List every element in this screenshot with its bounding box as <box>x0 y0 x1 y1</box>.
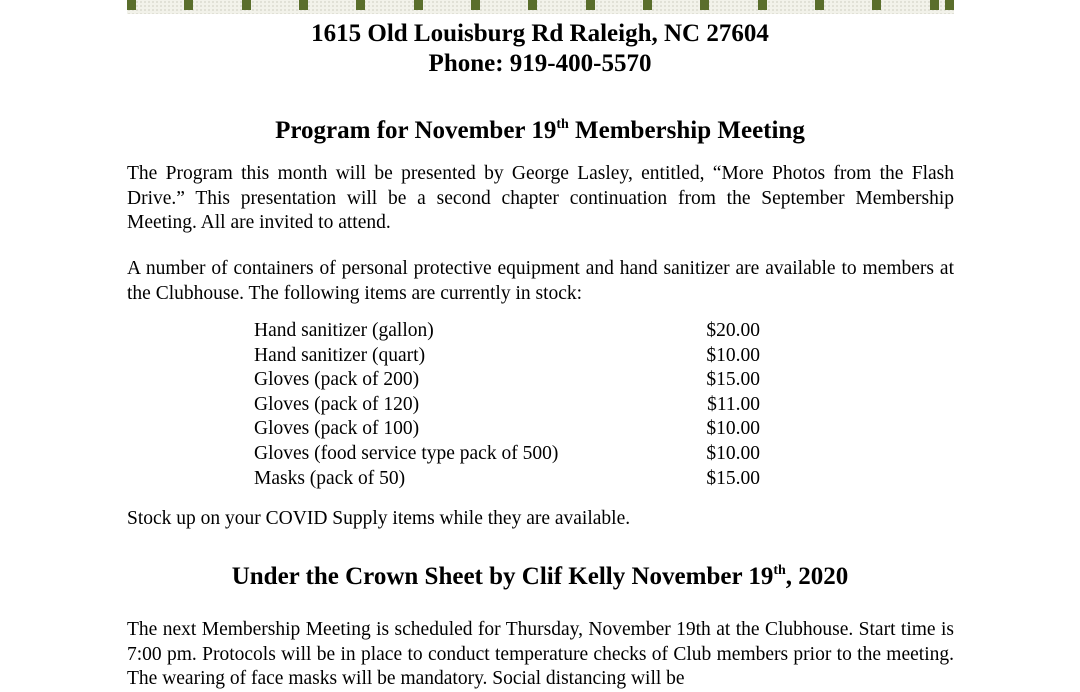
border-tick <box>127 0 136 10</box>
crown-sheet-paragraph: The next Membership Meeting is scheduled for Thursday, November 19th at the Clubhouse. Start time is 7:00 pm. Protocols will be in place to conduct temperature checks of Club members prior to the meeting. The wearing of face masks will be mandatory. Social distancing will be <box>127 619 954 689</box>
list-item <box>254 442 760 467</box>
item-name: Gloves (pack of 120) <box>254 393 420 415</box>
border-tick <box>700 0 709 10</box>
border-tick <box>872 0 881 10</box>
item-price: $11.00 <box>707 393 760 415</box>
item-name: Masks (pack of 50) <box>254 467 406 489</box>
item-name: Hand sanitizer (quart) <box>254 344 426 366</box>
list-item <box>254 417 760 442</box>
border-tick <box>242 0 251 10</box>
item-price: $10.00 <box>706 418 760 440</box>
item-price: $15.00 <box>706 369 760 391</box>
list-item <box>254 393 760 418</box>
program-heading: Program for November 19th Membership Meeting <box>275 117 805 144</box>
item-price: $10.00 <box>706 442 760 464</box>
decorative-border <box>127 0 954 14</box>
ppe-item-list <box>254 319 760 491</box>
border-tick <box>930 0 939 10</box>
crown-sheet-heading: Under the Crown Sheet by Clif Kelly November 19th, 2020 <box>231 563 849 590</box>
border-tick <box>528 0 537 10</box>
border-tick <box>945 0 954 10</box>
border-tick <box>815 0 824 10</box>
border-tick <box>414 0 423 10</box>
item-price: $15.00 <box>706 467 760 489</box>
ppe-paragraph: A number of containers of personal protective equipment and hand sanitizer are available to members at the Clubhouse. The following items are currently in stock: <box>127 258 954 304</box>
list-item <box>254 344 760 369</box>
item-name: Gloves (pack of 100) <box>254 418 420 440</box>
item-name: Gloves (food service type pack of 500) <box>254 442 559 464</box>
program-paragraph: The Program this month will be presented by George Lasley, entitled, “More Photos from the Flash Drive.” This presentation will be a second chapter continuation from the September Membership Meeting. All are invited to attend. <box>127 163 954 233</box>
border-tick <box>356 0 365 10</box>
list-item <box>254 319 760 344</box>
list-item <box>254 368 760 393</box>
closing-paragraph: Stock up on your COVID Supply items while they are available. <box>127 508 631 529</box>
item-price: $10.00 <box>706 344 760 366</box>
item-name: Gloves (pack of 200) <box>254 369 420 391</box>
border-tick <box>299 0 308 10</box>
address: 1615 Old Louisburg Rd Raleigh, NC 27604 <box>311 20 769 47</box>
border-tick <box>184 0 193 10</box>
item-price: $20.00 <box>706 320 760 341</box>
address-block <box>0 19 1080 79</box>
item-name: Hand sanitizer (gallon) <box>254 320 434 341</box>
list-item <box>254 467 760 492</box>
border-tick <box>758 0 767 10</box>
phone: Phone: 919-400-5570 <box>428 50 652 77</box>
border-tick <box>471 0 480 10</box>
border-tick <box>643 0 652 10</box>
border-tick <box>586 0 595 10</box>
